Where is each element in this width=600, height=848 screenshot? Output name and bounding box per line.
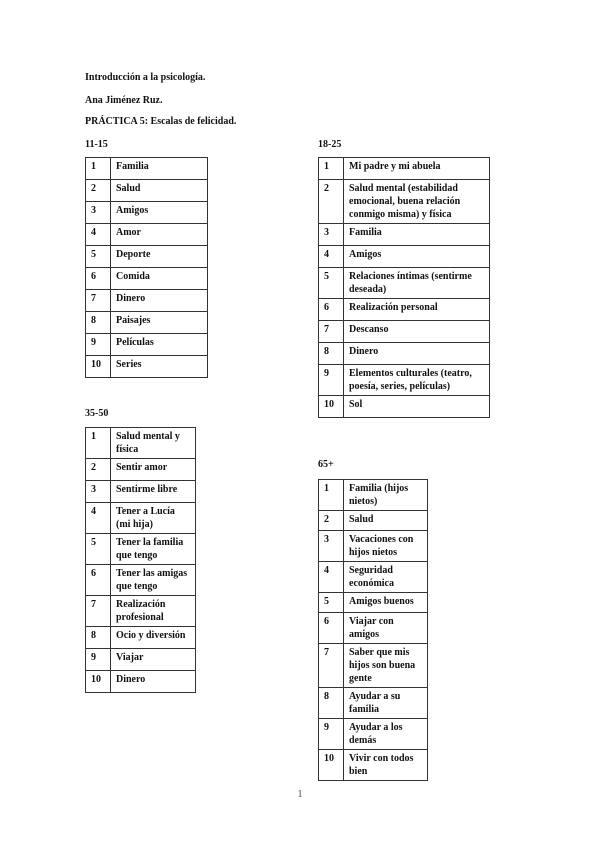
table-row bbox=[86, 202, 208, 224]
item-cell: Viajar bbox=[111, 649, 196, 671]
item-cell: Vivir con todos bien bbox=[344, 750, 428, 781]
table-row bbox=[319, 644, 428, 688]
item-cell: Sentirme libre bbox=[111, 481, 196, 503]
rank-cell: 4 bbox=[319, 246, 344, 268]
table-row bbox=[319, 246, 490, 268]
item-cell: Familia bbox=[111, 158, 208, 180]
rank-cell: 9 bbox=[86, 334, 111, 356]
item-cell: Dinero bbox=[111, 671, 196, 693]
item-cell: Ayudar a los demás bbox=[344, 719, 428, 750]
table-row bbox=[319, 180, 490, 224]
practice-title: PRÁCTICA 5: Escalas de felicidad. bbox=[85, 116, 237, 127]
item-cell: Realización profesional bbox=[111, 596, 196, 627]
table-row bbox=[86, 459, 196, 481]
item-cell: Vacaciones con hijos nietos bbox=[344, 531, 428, 562]
table-row bbox=[319, 321, 490, 343]
table-row bbox=[319, 299, 490, 321]
rank-cell: 6 bbox=[319, 299, 344, 321]
table-row bbox=[86, 627, 196, 649]
rank-cell: 8 bbox=[86, 312, 111, 334]
table-row bbox=[86, 158, 208, 180]
item-cell: Salud mental (estabilidad emocional, buena relación conmigo misma) y física bbox=[344, 180, 490, 224]
table-65-plus bbox=[318, 479, 428, 781]
page-number: 1 bbox=[297, 788, 303, 800]
rank-cell: 5 bbox=[319, 268, 344, 299]
table-row bbox=[319, 480, 428, 511]
rank-cell: 7 bbox=[319, 644, 344, 688]
rank-cell: 10 bbox=[319, 396, 344, 418]
author-name: Ana Jiménez Ruz. bbox=[85, 95, 163, 106]
item-cell: Dinero bbox=[111, 290, 208, 312]
table-row bbox=[86, 503, 196, 534]
item-cell: Amigos bbox=[344, 246, 490, 268]
item-cell: Sentir amor bbox=[111, 459, 196, 481]
table-row bbox=[319, 365, 490, 396]
table-row bbox=[86, 246, 208, 268]
item-cell: Series bbox=[111, 356, 208, 378]
rank-cell: 5 bbox=[86, 246, 111, 268]
rank-cell: 8 bbox=[319, 343, 344, 365]
table-row bbox=[86, 596, 196, 627]
rank-cell: 2 bbox=[319, 511, 344, 531]
item-cell: Tener las amigas que tengo bbox=[111, 565, 196, 596]
item-cell: Realización personal bbox=[344, 299, 490, 321]
table-row bbox=[86, 268, 208, 290]
table-row bbox=[86, 428, 196, 459]
item-cell: Descanso bbox=[344, 321, 490, 343]
table-row bbox=[319, 511, 428, 531]
item-cell: Mi padre y mi abuela bbox=[344, 158, 490, 180]
table-row bbox=[86, 180, 208, 202]
table-row bbox=[86, 290, 208, 312]
rank-cell: 4 bbox=[86, 503, 111, 534]
item-cell: Dinero bbox=[344, 343, 490, 365]
rank-cell: 7 bbox=[86, 596, 111, 627]
group-label-18-25: 18-25 bbox=[318, 139, 342, 150]
item-cell: Elementos culturales (teatro, poesía, series, películas) bbox=[344, 365, 490, 396]
rank-cell: 3 bbox=[319, 224, 344, 246]
group-label-11-15: 11-15 bbox=[85, 139, 108, 150]
rank-cell: 4 bbox=[86, 224, 111, 246]
item-cell: Sol bbox=[344, 396, 490, 418]
rank-cell: 3 bbox=[86, 481, 111, 503]
table-row bbox=[86, 565, 196, 596]
rank-cell: 10 bbox=[86, 356, 111, 378]
rank-cell: 10 bbox=[86, 671, 111, 693]
item-cell: Seguridad económica bbox=[344, 562, 428, 593]
rank-cell: 10 bbox=[319, 750, 344, 781]
item-cell: Amigos buenos bbox=[344, 593, 428, 613]
table-row bbox=[86, 224, 208, 246]
table-row bbox=[86, 312, 208, 334]
rank-cell: 4 bbox=[319, 562, 344, 593]
item-cell: Tener la familia que tengo bbox=[111, 534, 196, 565]
table-row bbox=[319, 158, 490, 180]
item-cell: Saber que mis hijos son buena gente bbox=[344, 644, 428, 688]
rank-cell: 2 bbox=[86, 180, 111, 202]
item-cell: Comida bbox=[111, 268, 208, 290]
table-row bbox=[319, 593, 428, 613]
rank-cell: 6 bbox=[319, 613, 344, 644]
table-row bbox=[319, 224, 490, 246]
course-title: Introducción a la psicología. bbox=[85, 72, 206, 83]
table-row bbox=[86, 649, 196, 671]
item-cell: Películas bbox=[111, 334, 208, 356]
item-cell: Amigos bbox=[111, 202, 208, 224]
table-row bbox=[319, 562, 428, 593]
item-cell: Familia (hijos nietos) bbox=[344, 480, 428, 511]
rank-cell: 7 bbox=[319, 321, 344, 343]
group-label-65-plus: 65+ bbox=[318, 459, 334, 470]
item-cell: Deporte bbox=[111, 246, 208, 268]
item-cell: Paisajes bbox=[111, 312, 208, 334]
rank-cell: 5 bbox=[86, 534, 111, 565]
table-row bbox=[319, 719, 428, 750]
table-row bbox=[319, 396, 490, 418]
rank-cell: 2 bbox=[319, 180, 344, 224]
rank-cell: 3 bbox=[319, 531, 344, 562]
table-row bbox=[319, 531, 428, 562]
rank-cell: 1 bbox=[86, 428, 111, 459]
item-cell: Salud bbox=[111, 180, 208, 202]
item-cell: Tener a Lucía (mi hija) bbox=[111, 503, 196, 534]
rank-cell: 5 bbox=[319, 593, 344, 613]
item-cell: Relaciones íntimas (sentirme deseada) bbox=[344, 268, 490, 299]
rank-cell: 1 bbox=[319, 480, 344, 511]
rank-cell: 7 bbox=[86, 290, 111, 312]
rank-cell: 3 bbox=[86, 202, 111, 224]
table-row bbox=[319, 268, 490, 299]
table-row bbox=[86, 334, 208, 356]
table-row bbox=[319, 750, 428, 781]
rank-cell: 8 bbox=[319, 688, 344, 719]
table-row bbox=[86, 356, 208, 378]
rank-cell: 1 bbox=[319, 158, 344, 180]
rank-cell: 8 bbox=[86, 627, 111, 649]
item-cell: Viajar con amigos bbox=[344, 613, 428, 644]
table-row bbox=[86, 671, 196, 693]
item-cell: Ayudar a su familia bbox=[344, 688, 428, 719]
item-cell: Amor bbox=[111, 224, 208, 246]
item-cell: Salud mental y física bbox=[111, 428, 196, 459]
table-row bbox=[86, 534, 196, 565]
rank-cell: 6 bbox=[86, 565, 111, 596]
table-row bbox=[319, 688, 428, 719]
table-35-50 bbox=[85, 427, 196, 693]
table-11-15 bbox=[85, 157, 208, 378]
table-row bbox=[319, 613, 428, 644]
rank-cell: 9 bbox=[319, 365, 344, 396]
rank-cell: 6 bbox=[86, 268, 111, 290]
rank-cell: 1 bbox=[86, 158, 111, 180]
item-cell: Salud bbox=[344, 511, 428, 531]
group-label-35-50: 35-50 bbox=[85, 408, 109, 419]
table-18-25 bbox=[318, 157, 490, 418]
rank-cell: 9 bbox=[86, 649, 111, 671]
table-row bbox=[86, 481, 196, 503]
rank-cell: 2 bbox=[86, 459, 111, 481]
item-cell: Ocio y diversión bbox=[111, 627, 196, 649]
item-cell: Familia bbox=[344, 224, 490, 246]
table-row bbox=[319, 343, 490, 365]
rank-cell: 9 bbox=[319, 719, 344, 750]
